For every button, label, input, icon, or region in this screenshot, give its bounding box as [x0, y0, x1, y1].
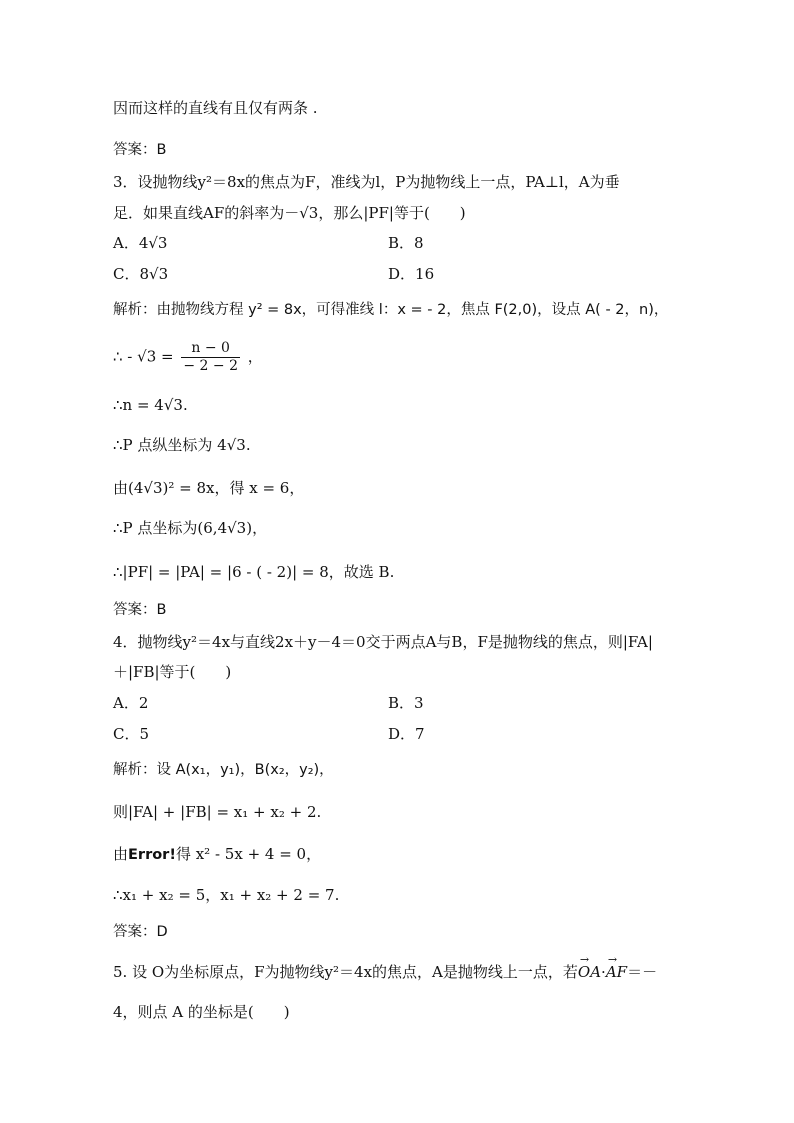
answer-label: 答案：B: [113, 602, 167, 618]
solution-line: 由(4√3)² = 8x，得 x = 6，: [113, 479, 305, 497]
text-line: 因而这样的直线有且仅有两条 .: [113, 99, 318, 117]
option-a: A．2: [113, 694, 149, 712]
question-3-line-1: 3．设抛物线y²＝8x的焦点为F，准线为l，P为抛物线上一点，PA⊥l，A为垂: [113, 173, 620, 191]
option-d: D．7: [388, 725, 425, 743]
solution-line: ∴|PF| = |PA| = |6 - ( - 2)| = 8，故选 B.: [113, 563, 395, 581]
option-a: A．4√3: [113, 234, 168, 252]
question-5-line-1: [113, 962, 657, 982]
fraction-numerator: n − 0: [181, 340, 240, 358]
vector-af: → AF: [606, 962, 627, 982]
solution-fraction-line: [113, 340, 263, 375]
solution-suffix: 得 x² - 5x + 4 = 0，: [175, 845, 322, 863]
answer-label: 答案：B: [113, 142, 167, 158]
fraction: [181, 340, 240, 375]
option-c: C．8√3: [113, 265, 169, 283]
solution-line: ∴P 点纵坐标为 4√3.: [113, 436, 251, 454]
question-5-text: 5. 设 O为坐标原点，F为抛物线y²＝4x的焦点，A是抛物线上一点，若: [113, 963, 578, 981]
fraction-left: ∴ - √3 =: [113, 347, 174, 366]
question-5-text-end: ＝－: [627, 963, 658, 981]
option-b: B．8: [388, 234, 424, 252]
error-text: Error!: [128, 847, 176, 863]
solution-line: 解析：由抛物线方程 y² = 8x，可得准线 l：x = - 2，焦点 F(2,0)，设点 A( - 2，n)，: [113, 302, 669, 318]
solution-line: 解析：设 A(x₁，y₁)，B(x₂，y₂)，: [113, 762, 334, 778]
solution-line: ∴n = 4√3.: [113, 396, 188, 414]
question-4-line-2: ＋|FB|等于( ): [113, 663, 232, 681]
solution-line: [113, 844, 321, 865]
question-4-line-1: 4．抛物线y²＝4x与直线2x＋y－4＝0交于两点A与B，F是抛物线的焦点，则|FA|: [113, 633, 653, 651]
fraction-right: ，: [247, 347, 263, 366]
option-b: B．3: [388, 694, 424, 712]
dot-operator: ·: [601, 963, 606, 981]
solution-line: ∴P 点坐标为(6,4√3)，: [113, 519, 268, 537]
solution-prefix: 由: [113, 845, 129, 863]
solution-line: 则|FA| + |FB| = x₁ + x₂ + 2.: [113, 803, 322, 821]
fraction-denominator: − 2 − 2: [183, 358, 239, 374]
answer-label: 答案：D: [113, 924, 168, 940]
option-c: C．5: [113, 725, 150, 743]
vector-oa: → OA: [578, 962, 601, 982]
solution-line: ∴x₁ + x₂ = 5，x₁ + x₂ + 2 = 7.: [113, 886, 340, 904]
question-5-line-2: 4，则点 A 的坐标是( ): [113, 1003, 290, 1021]
option-d: D．16: [388, 265, 435, 283]
question-3-line-2: 足．如果直线AF的斜率为－√3，那么|PF|等于( ): [113, 204, 466, 222]
